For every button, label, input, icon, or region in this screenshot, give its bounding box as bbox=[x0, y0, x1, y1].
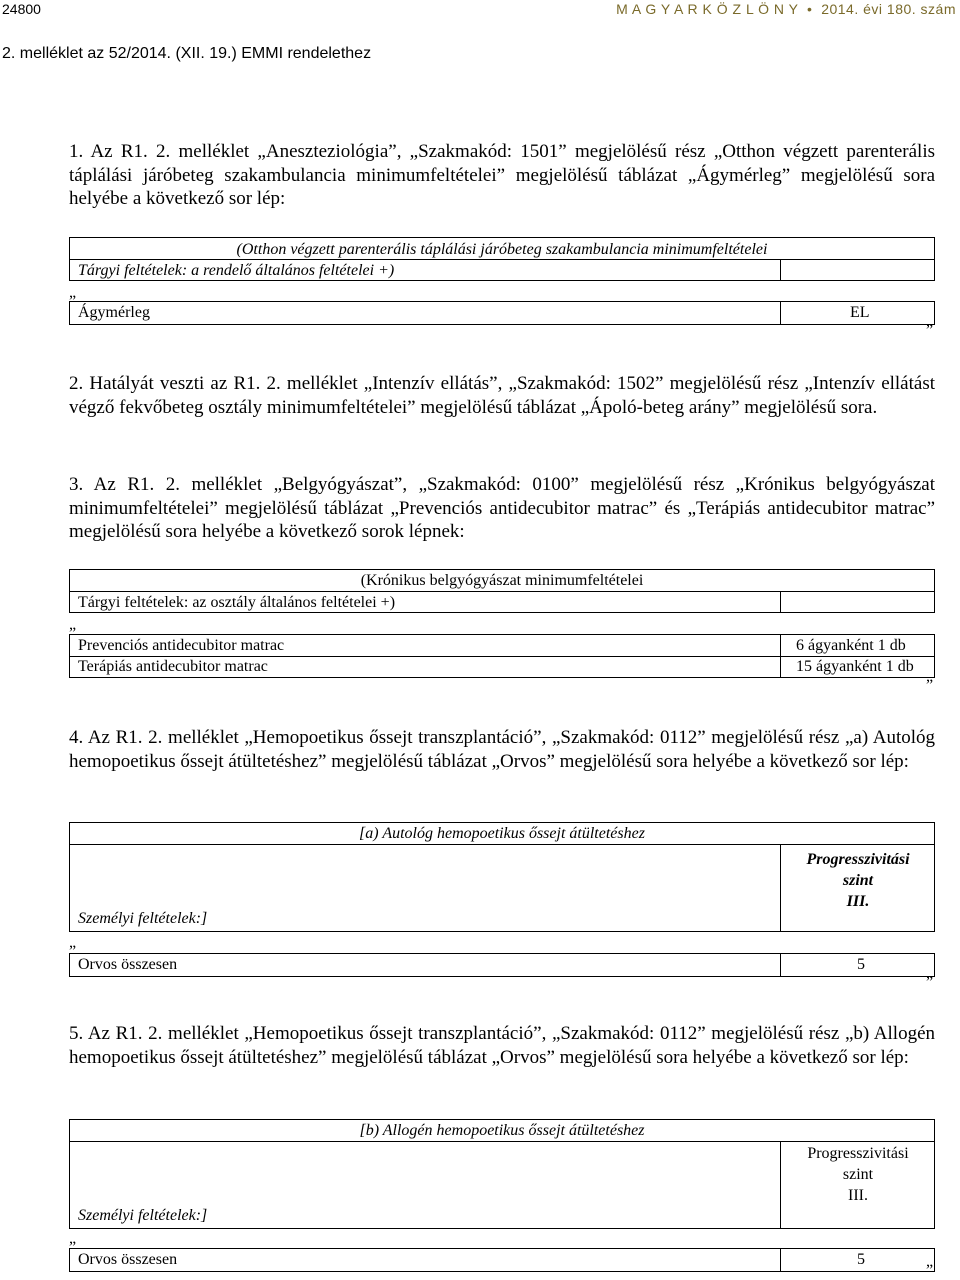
section-5-text: 5. Az R1. 2. melléklet „Hemopoetikus őssejt transzplantáció”, „Szakmakód: 0112” megjelölésű rész „b) Allogén hemopoetikus őssejt átültetéshez” megjelölésű táblázat „Orvos” megjelölésű sora helyébe a következő sor lép: bbox=[69, 1023, 935, 1068]
section-1-table-subhead: Tárgyi feltételek: a rendelő általános feltételei +) bbox=[78, 262, 395, 279]
section-4-table-header bbox=[69, 822, 935, 932]
section-3-rows bbox=[69, 634, 935, 678]
section-4-row bbox=[69, 953, 935, 977]
header-bullet: • bbox=[807, 1, 813, 17]
gazette-title: M A G Y A R K Ö Z L Ö N Y bbox=[616, 1, 799, 17]
section-4-column-head-line1: Progresszivitási bbox=[806, 851, 910, 868]
section-3-table-title: (Krónikus belgyógyászat minimumfeltételei bbox=[360, 572, 644, 589]
section-5-close-quote: ” bbox=[926, 1262, 934, 1279]
section-4-column-head bbox=[780, 849, 936, 912]
section-1-row-label: Ágymérleg bbox=[78, 304, 150, 321]
section-3-table-subhead: Tárgyi feltételek: az osztály általános feltételei +) bbox=[78, 594, 396, 611]
section-5-column-head-line2: szint bbox=[842, 1166, 874, 1183]
section-4-paragraph bbox=[69, 726, 935, 773]
section-2-paragraph bbox=[69, 372, 935, 419]
section-3-table-header bbox=[69, 569, 935, 613]
section-1-close-quote: ” bbox=[926, 322, 934, 339]
section-5-open-quote: „ bbox=[69, 1230, 77, 1247]
annex-subtitle: 2. melléklet az 52/2014. (XII. 19.) EMMI rendelethez bbox=[2, 45, 372, 62]
section-3-row-value: 15 ágyanként 1 db bbox=[796, 658, 914, 675]
section-3-paragraph bbox=[69, 473, 935, 544]
section-1-table-header bbox=[69, 237, 935, 281]
section-5-row-label: Orvos összesen bbox=[78, 1251, 178, 1268]
section-4-column-head-line3: III. bbox=[846, 893, 870, 910]
section-3-close-quote: ” bbox=[926, 677, 934, 694]
section-5-column-head-line3: III. bbox=[848, 1187, 868, 1204]
section-4-row-head: Személyi feltételek:] bbox=[78, 910, 208, 927]
section-3-open-quote: „ bbox=[69, 616, 77, 633]
section-5-column-head bbox=[780, 1143, 936, 1206]
section-4-text: 4. Az R1. 2. melléklet „Hemopoetikus őssejt transzplantáció”, „Szakmakód: 0112” megjelölésű rész „a) Autológ hemopoetikus őssejt átültetéshez” megjelölésű táblázat „Orvos” megjelölésű sora helyébe a következő sor lép: bbox=[69, 727, 935, 772]
section-4-open-quote: „ bbox=[69, 934, 77, 951]
section-3-row-value: 6 ágyanként 1 db bbox=[796, 637, 906, 654]
section-4-close-quote: ” bbox=[926, 974, 934, 991]
section-4-column-head-line2: szint bbox=[842, 872, 874, 889]
page-number: 24800 bbox=[2, 1, 41, 17]
section-1-text: 1. Az R1. 2. melléklet „Aneszteziológia”, „Szakmakód: 1501” megjelölésű rész „Otthon végzett parenterális táplálási járóbeteg szakambulancia minimumfeltételei” megjelölésű táblázat „Ágymérleg” megjelölésű sora helyébe a következő sor lép: bbox=[69, 141, 935, 209]
section-1-row bbox=[69, 301, 935, 325]
section-1-open-quote: „ bbox=[69, 284, 77, 301]
section-5-column-head-line1: Progresszivitási bbox=[807, 1145, 909, 1162]
section-5-table-title: [b) Allogén hemopoetikus őssejt átültetéshez bbox=[359, 1122, 645, 1139]
section-4-row-label: Orvos összesen bbox=[78, 956, 178, 973]
section-3-text: 3. Az R1. 2. melléklet „Belgyógyászat”, „Szakmakód: 0100” megjelölésű rész „Krónikus belgyógyászat minimumfeltételei” megjelölésű táblázat „Prevenciós antidecubitor matrac” és „Terápiás antidecubitor matrac” megjelölésű sora helyébe a következő sorok lépnek: bbox=[69, 474, 935, 542]
gazette-issue: 2014. évi 180. szám bbox=[821, 1, 956, 17]
section-4-row-value: 5 bbox=[857, 956, 865, 973]
gazette-header bbox=[616, 1, 956, 17]
section-1-table-title: (Otthon végzett parenterális táplálási járóbeteg szakambulancia minimumfeltételei bbox=[236, 241, 768, 258]
section-5-row-head: Személyi feltételek:] bbox=[78, 1207, 208, 1224]
section-3-row-label: Terápiás antidecubitor matrac bbox=[78, 658, 268, 675]
section-4-table-title: [a) Autológ hemopoetikus őssejt átültetéshez bbox=[359, 825, 645, 842]
section-5-row-value: 5 bbox=[857, 1251, 865, 1268]
section-5-row bbox=[69, 1248, 935, 1272]
section-5-table-header bbox=[69, 1119, 935, 1229]
section-5-paragraph bbox=[69, 1022, 935, 1069]
section-1-row-value: EL bbox=[850, 304, 870, 321]
section-2-text: 2. Hatályát veszti az R1. 2. melléklet „Intenzív ellátás”, „Szakmakód: 1502” megjelölésű rész „Intenzív ellátást végző fekvőbeteg osztály minimumfeltételei” megjelölésű táblázat „Ápoló-beteg arány” megjelölésű sora. bbox=[69, 373, 935, 418]
section-1-paragraph bbox=[69, 140, 935, 211]
section-3-row-label: Prevenciós antidecubitor matrac bbox=[78, 637, 285, 654]
